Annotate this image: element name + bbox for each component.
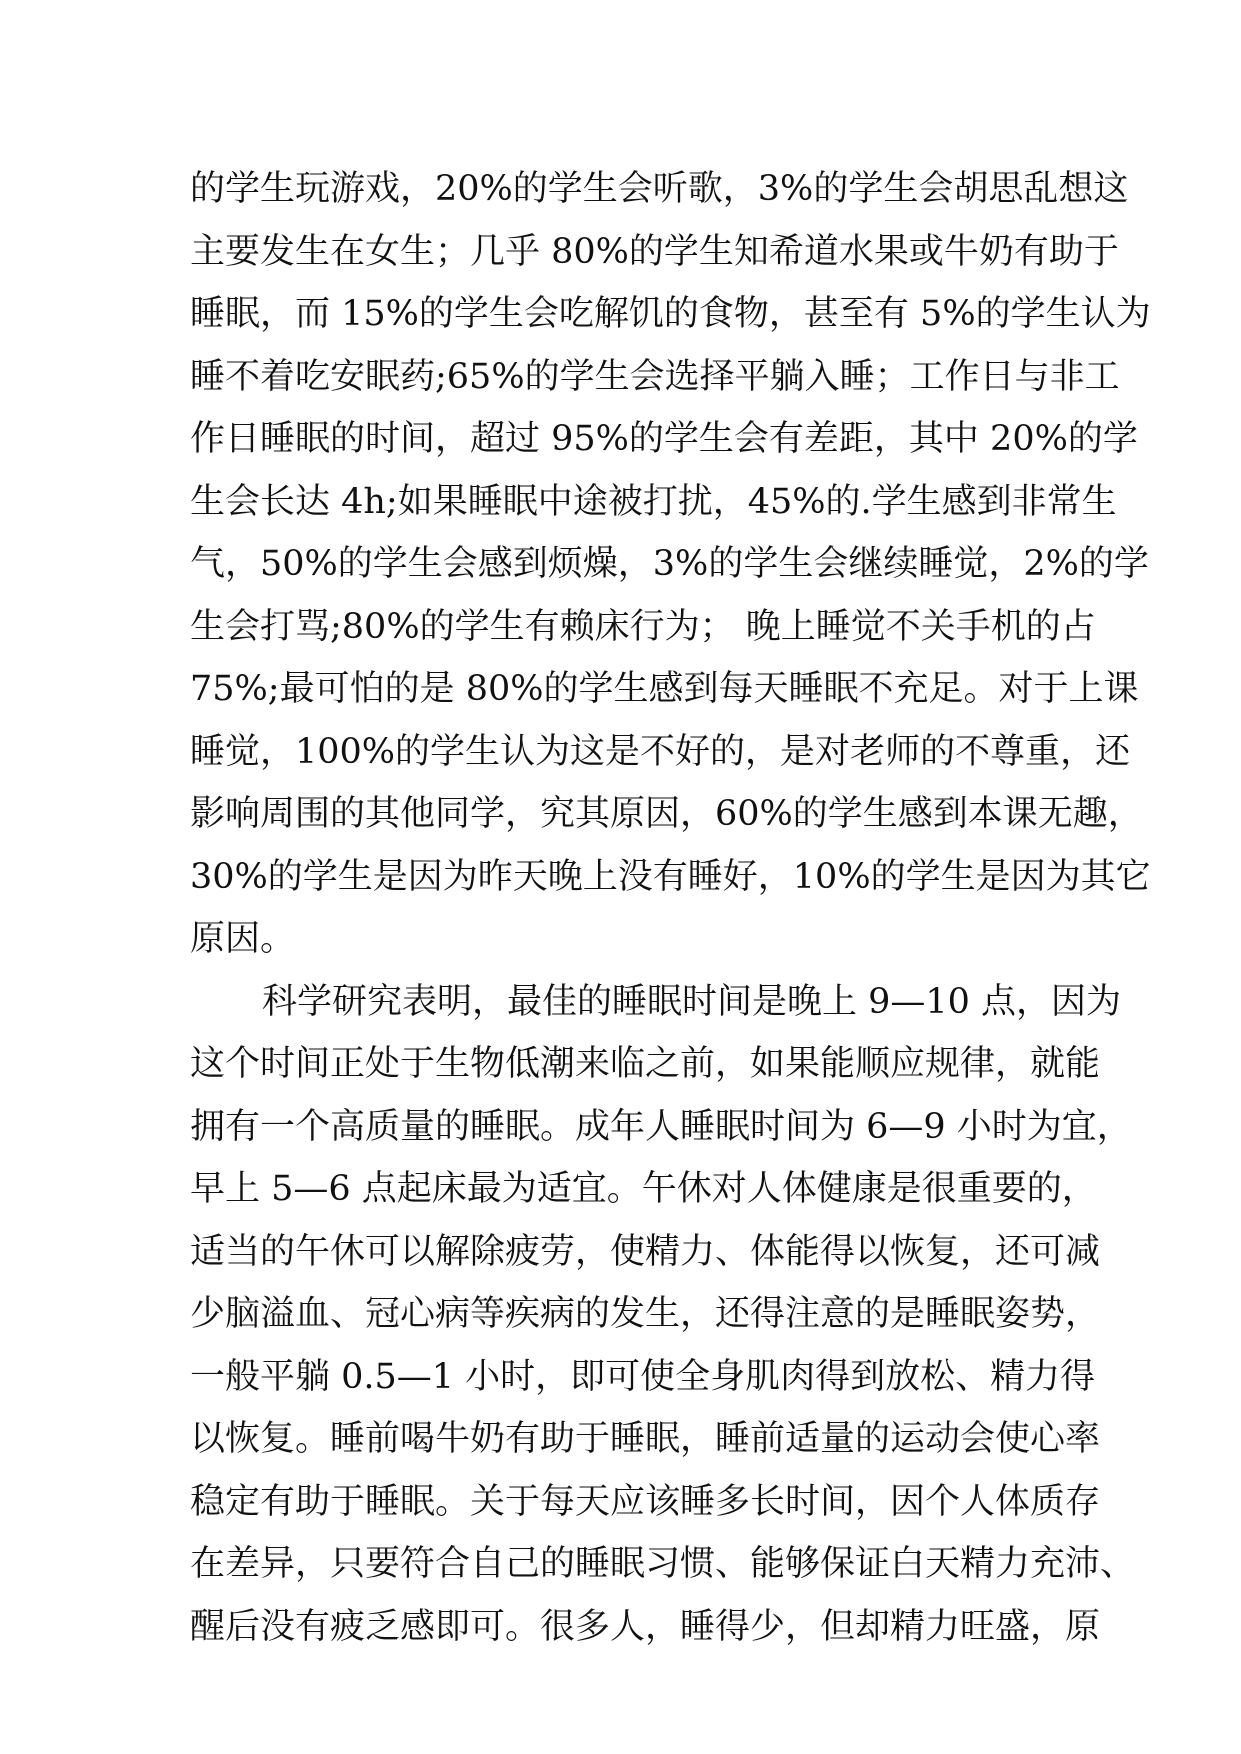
text-line: 科学研究表明，最佳的睡眠时间是晚上 9—10 点，因为 <box>262 981 1122 1022</box>
text-line: 在差异，只要符合自己的睡眠习惯、能够保证白天精力充沛、 <box>190 1544 1136 1584</box>
text-line: 的学生玩游戏，20%的学生会听歌，3%的学生会胡思乱想这 <box>190 169 1129 209</box>
text-line: 生会打骂;80%的学生有赖床行为； 晚上睡觉不关手机的占 <box>190 606 1096 647</box>
text-line: 影响周围的其他同学，究其原因，60%的学生感到本课无趣， <box>190 794 1143 834</box>
text-line: 30%的学生是因为昨天晚上没有睡好，10%的学生是因为其它 <box>190 856 1151 897</box>
text-line: 以恢复。睡前喝牛奶有助于睡眠，睡前适量的运动会使心率 <box>190 1419 1101 1459</box>
text-line: 早上 5—6 点起床最为适宜。午休对人体健康是很重要的， <box>190 1169 1097 1209</box>
text-line: 稳定有助于睡眠。关于每天应该睡多长时间，因个人体质存 <box>190 1481 1101 1522</box>
text-line: 这个时间正处于生物低潮来临之前，如果能顺应规律，就能 <box>190 1044 1101 1084</box>
text-line: 少脑溢血、冠心病等疾病的发生，还得注意的是睡眠姿势， <box>190 1294 1101 1334</box>
text-line: 一般平躺 0.5—1 小时，即可使全身肌肉得到放松、精力得 <box>190 1356 1096 1397</box>
text-line: 睡眠，而 15%的学生会吃解饥的食物，甚至有 5%的学生认为 <box>190 294 1151 334</box>
body-text <box>190 158 1151 1658</box>
paragraph-1 <box>190 158 1151 971</box>
text-line: 气，50%的学生会感到烦燥，3%的学生会继续睡觉，2%的学 <box>190 544 1149 584</box>
text-line: 作日睡眠的时间，超过 95%的学生会有差距，其中 20%的学 <box>190 419 1138 459</box>
text-line: 原因。 <box>190 919 296 959</box>
text-line: 拥有一个高质量的睡眠。成年人睡眠时间为 6—9 小时为宜， <box>190 1106 1132 1147</box>
paragraph-2 <box>190 971 1136 1659</box>
text-line: 醒后没有疲乏感即可。很多人，睡得少，但却精力旺盛，原 <box>190 1606 1101 1647</box>
text-line: 生会长达 4h;如果睡眠中途被打扰，45%的.学生感到非常生 <box>190 481 1117 522</box>
text-line: 适当的午休可以解除疲劳，使精力、体能得以恢复，还可减 <box>190 1231 1101 1272</box>
text-line: 睡觉，100%的学生认为这是不好的，是对老师的不尊重，还 <box>190 731 1131 772</box>
text-line: 睡不着吃安眠药;65%的学生会选择平躺入睡；工作日与非工 <box>190 356 1120 397</box>
text-line: 主要发生在女生；几乎 80%的学生知希道水果或牛奶有助于 <box>190 231 1119 272</box>
text-line: 75%;最可怕的是 80%的学生感到每天睡眠不充足。对于上课 <box>190 669 1139 709</box>
